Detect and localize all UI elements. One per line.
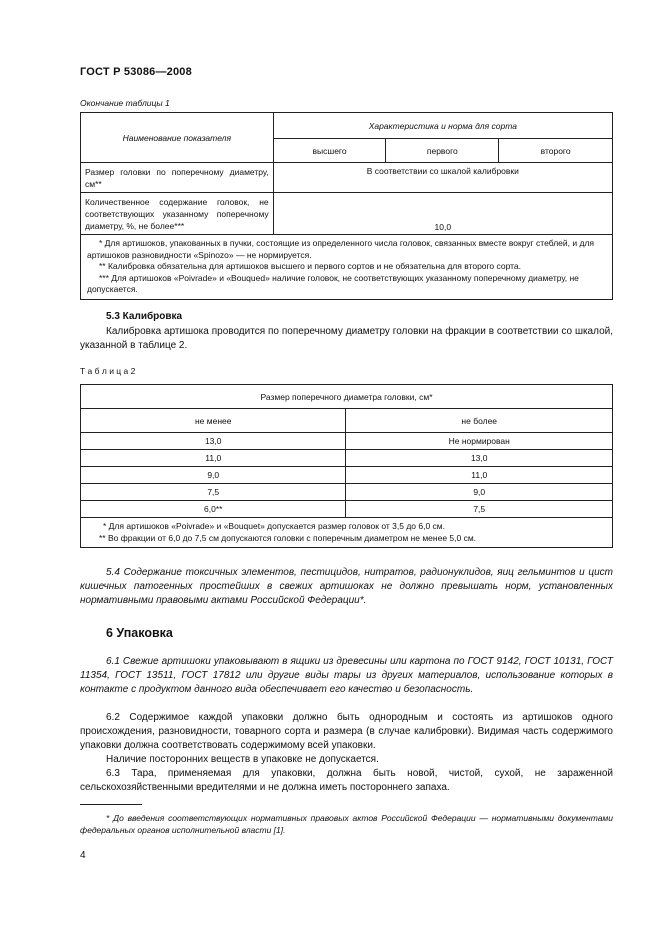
page-number: 4 [80, 850, 86, 861]
section-6-2-text: 6.2 Содержимое каждой упаковки должно быть однородным и состоять из артишоков одного происхождения, разновидности, товарного сорта и размера (в случае калибровки). Видимая часть содержимого упаковки должна соответствовать содержимому всей упаковки. [80, 712, 613, 751]
table2-col-min: не менее [81, 409, 346, 433]
table1-note-2: ** Калибровка обязательна для артишоков высшего и первого сортов и не обязательна для второго сорта. [99, 261, 522, 271]
table2-row4-max: 9,0 [346, 484, 613, 501]
table2-header: Размер поперечного диаметра головки, см* [81, 385, 613, 409]
table1-row2-name: Количественное содержание головок, не соответствующих указанному поперечному диаметру, %, не более*** [81, 193, 274, 235]
table2-note-1: * Для артишоков «Poivrade» и «Bouquet» допускается размер головок от 3,5 до 6,0 см. [103, 521, 446, 531]
section-6-2-extra-text: Наличие посторонних веществ в упаковке не допускается. [106, 754, 379, 765]
table1-caption: Окончание таблицы 1 [80, 98, 170, 108]
table1-grade-first: первого [386, 139, 499, 163]
table1-col-group: Характеристика и норма для сорта [273, 113, 612, 139]
table1-grade-second: второго [499, 139, 613, 163]
table2-row2-min: 11,0 [81, 450, 346, 467]
table2-row4-min: 7,5 [81, 484, 346, 501]
footnote-divider [80, 804, 142, 805]
table1-row2-value: 10,0 [273, 193, 612, 235]
table1-grade-top: высшего [273, 139, 386, 163]
table1-note-3: *** Для артишоков «Poivrade» и «Bouqued» наличие головок, не соответствующих указанному поперечному диаметру, не допускается. [87, 272, 579, 294]
table2-caption: Т а б л и ц а 2 [80, 366, 136, 376]
table2-notes [81, 518, 613, 548]
table1-notes [81, 235, 613, 300]
section-5-3-heading: 5.3 Калибровка [106, 311, 183, 322]
footnote: * До введения соответствующих нормативных правовых актов Российской Федерации — нормативными документами федеральных органов исполнительной власти [1]. [80, 813, 613, 835]
table2-row1-max: Не нормирован [346, 433, 613, 450]
table1-row1-name: Размер головки по поперечному диаметру, см** [81, 163, 274, 193]
document-header: ГОСТ Р 53086—2008 [80, 66, 192, 78]
section-6-3-text: 6.3 Тара, применяемая для упаковки, должна быть новой, чистой, сухой, не зараженной сельскохозяйственными вредителями и не должна иметь постороннего запаха. [80, 768, 613, 793]
section-6-heading: 6 Упаковка [106, 626, 173, 640]
table2-row5-max: 7,5 [346, 501, 613, 518]
section-5-4-text: 5.4 Содержание токсичных элементов, пестицидов, нитратов, радионуклидов, яиц гельминтов и цист кишечных патогенных простейших в свежих артишоках не должно превышать норм, установленных нормативными правовыми актами Российской Федерации*. [80, 567, 613, 606]
section-5-3-text: Калибровка артишока проводится по поперечному диаметру головки на фракции в соответствии со шкалой, указанной в таблице 2. [80, 326, 613, 351]
table1-note-1: * Для артишоков, упакованных в пучки, состоящие из определенного числа головок, связанных вместе вокруг стеблей, и для артишоков разновидности «Spinozo» — не нормируется. [87, 238, 595, 260]
section-6-1-text: 6.1 Свежие артишоки упаковывают в ящики из древесины или картона по ГОСТ 9142, ГОСТ 10131, ГОСТ 11354, ГОСТ 13511, ГОСТ 17812 или другие виды тары из других материалов, использование которых в контакте с продуктом данного вида обеспечивает его качество и безопасность. [80, 656, 613, 695]
table2-row2-max: 13,0 [346, 450, 613, 467]
table2-row3-min: 9,0 [81, 467, 346, 484]
table2-row1-min: 13,0 [81, 433, 346, 450]
table1 [80, 112, 613, 300]
table2-row3-max: 11,0 [346, 467, 613, 484]
table2-row5-min: 6,0** [81, 501, 346, 518]
table1-row1-value: В соответствии со шкалой калибровки [273, 163, 612, 193]
table2 [80, 384, 613, 548]
table1-col-name: Наименование показателя [81, 113, 274, 163]
table2-note-2: ** Во фракции от 6,0 до 7,5 см допускаются головки с поперечным диаметром не менее 5,0 см. [99, 532, 477, 543]
table2-col-max: не более [346, 409, 613, 433]
